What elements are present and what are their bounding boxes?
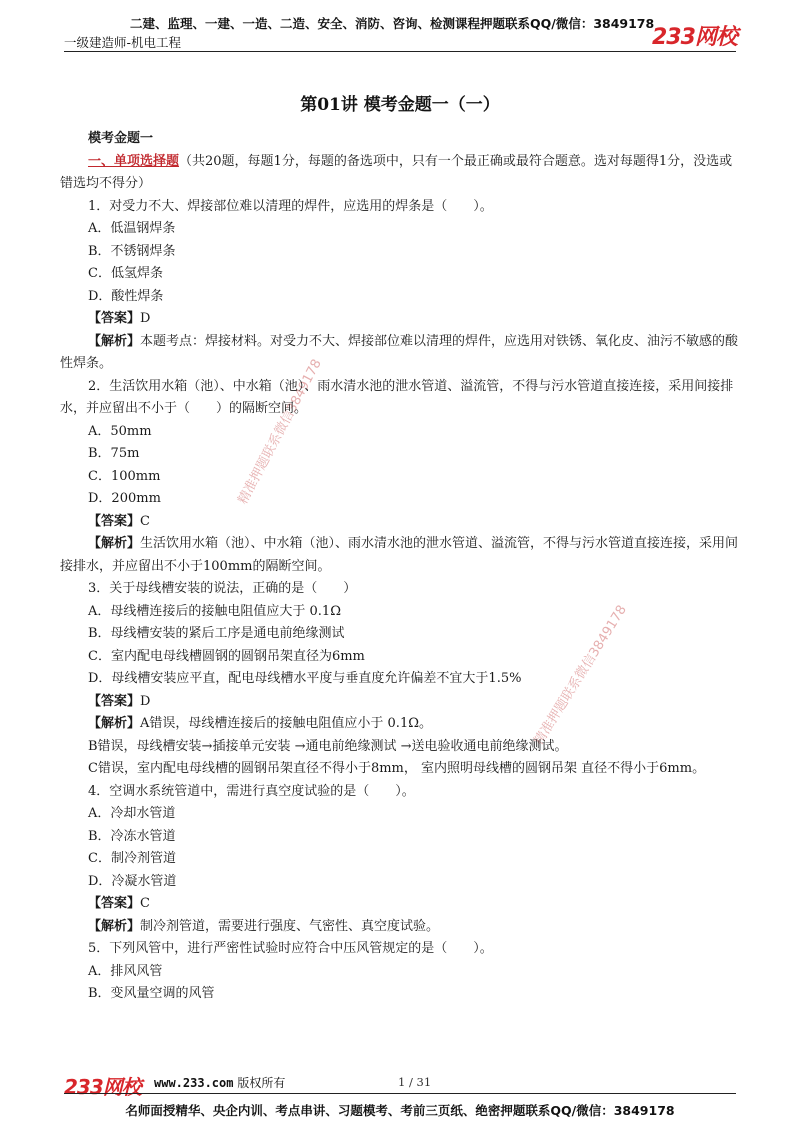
question-option: C．制冷剂管道 bbox=[88, 851, 176, 866]
question-option: A．低温钢焊条 bbox=[88, 221, 176, 236]
footer-url[interactable]: www.233.com bbox=[154, 1076, 234, 1090]
brand-logo-bottom: 233网校 bbox=[64, 1075, 141, 1099]
analysis-line bbox=[60, 713, 740, 736]
answer-label: 【答案】 bbox=[88, 311, 141, 326]
section-intro bbox=[60, 151, 740, 196]
question-option: B．变风量空调的风管 bbox=[88, 986, 215, 1001]
section-description: （共20题，每题1分，每题的备选项中，只有一个最正确或最符合题意。选对每题得1分，没选或错选均不得分） bbox=[60, 153, 733, 191]
analysis-text: 本题考点：焊接材料。对受力不大、焊接部位难以清理的焊件，应选用对铁锈、氧化皮、油污不敏感的酸性焊条。 bbox=[60, 333, 739, 371]
question-option: C．室内配电母线槽圆钢的圆钢吊架直径为6mm bbox=[88, 648, 365, 664]
document-body bbox=[60, 128, 740, 1006]
question-option: B．75m bbox=[88, 446, 140, 461]
analysis-text: B错误，母线槽安装→插接单元安装 →通电前绝缘测试 →送电验收通电前绝缘测试。 bbox=[88, 738, 568, 754]
answer-value: C bbox=[140, 896, 150, 911]
answer-line bbox=[60, 691, 740, 714]
question-block bbox=[60, 938, 740, 1006]
analysis-text: 制冷剂管道，需要进行强度、气密性、真空度试验。 bbox=[140, 918, 440, 934]
question-option: C．100mm bbox=[88, 468, 161, 484]
question-option: D．冷凝水管道 bbox=[88, 873, 177, 889]
brand-logo-top: 233网校 bbox=[652, 25, 737, 50]
question-option: B．冷冻水管道 bbox=[88, 828, 176, 844]
question-stem: 4．空调水系统管道中，需进行真空度试验的是（ ）。 bbox=[88, 783, 415, 799]
section-subtitle: 模考金题一 bbox=[88, 131, 154, 146]
analysis-text: C错误，室内配电母线槽的圆钢吊架直径不得小于8mm， 室内照明母线槽的圆钢吊架 直径不得小于6mm。 bbox=[88, 761, 706, 776]
header-subject: 一级建造师-机电工程 bbox=[64, 35, 182, 50]
question-option: D．母线槽安装应平直，配电母线槽水平度与垂直度允许偏差不宜大于1.5% bbox=[88, 671, 522, 686]
question-option: D．酸性焊条 bbox=[88, 288, 164, 304]
analysis-label: 【解析】 bbox=[88, 333, 141, 349]
page-number: 1 / 31 bbox=[398, 1075, 432, 1089]
question-option: A．50mm bbox=[88, 423, 152, 439]
answer-line bbox=[60, 308, 740, 331]
answer-line bbox=[60, 893, 740, 916]
answer-value: D bbox=[140, 693, 151, 709]
analysis-line bbox=[60, 331, 740, 376]
question-option: B．不锈钢焊条 bbox=[88, 243, 176, 259]
page-title: 第01讲 模考金题一（一） bbox=[300, 95, 500, 115]
analysis-text: 生活饮用水箱（池）、中水箱（池）、雨水清水池的泄水管道、溢流管，不得与污水管道直接连接，采用间接排水，并应留出不小于100mm的隔断空间。 bbox=[60, 536, 739, 574]
header-promo-line: 二建、监理、一建、一造、二造、安全、消防、咨询、检测课程押题联系QQ/微信：3849178 bbox=[130, 16, 655, 31]
question-option: A．冷却水管道 bbox=[88, 806, 176, 821]
footer-divider bbox=[64, 1093, 736, 1094]
analysis-label: 【解析】 bbox=[88, 536, 141, 551]
analysis-line bbox=[60, 533, 740, 578]
answer-label: 【答案】 bbox=[88, 513, 141, 529]
answer-value: C bbox=[140, 513, 150, 529]
answer-label: 【答案】 bbox=[88, 896, 141, 911]
analysis-text: A错误，母线槽连接后的接触电阻值应小于 0.1Ω。 bbox=[140, 716, 432, 731]
section-heading: 一、单项选择题 bbox=[88, 153, 180, 169]
analysis-label: 【解析】 bbox=[88, 918, 141, 934]
analysis-label: 【解析】 bbox=[88, 716, 141, 731]
footer-rights: 版权所有 bbox=[237, 1076, 286, 1090]
footer-copyright bbox=[154, 1074, 285, 1091]
analysis-line bbox=[60, 916, 740, 939]
question-stem: 5．下列风管中，进行严密性试验时应符合中压风管规定的是（ ）。 bbox=[88, 941, 493, 956]
question-option: A．母线槽连接后的接触电阻值应大于 0.1Ω bbox=[88, 603, 341, 619]
footer-promo: 名师面授精华、央企内训、考点串讲、习题模考、考前三页纸、绝密押题联系QQ/微信：3849178 bbox=[125, 1103, 675, 1118]
watermark: 精准押题联系微信3849178 bbox=[235, 356, 325, 507]
question-option: B．母线槽安装的紧后工序是通电前绝缘测试 bbox=[88, 626, 345, 641]
question-option: D．200mm bbox=[88, 491, 161, 506]
question-option: C．低氢焊条 bbox=[88, 266, 163, 281]
question-block bbox=[60, 578, 740, 781]
header-divider bbox=[64, 51, 736, 52]
answer-line bbox=[60, 511, 740, 534]
answer-value: D bbox=[140, 311, 151, 326]
question-option: A．排风风管 bbox=[88, 963, 163, 979]
question-block bbox=[60, 196, 740, 376]
question-block bbox=[60, 781, 740, 939]
watermark: 精准押题联系微信3849178 bbox=[531, 602, 630, 749]
question-stem: 1．对受力不大、焊接部位难以清理的焊件，应选用的焊条是（ ）。 bbox=[88, 198, 493, 214]
question-stem: 2．生活饮用水箱（池）、中水箱（池）、雨水清水池的泄水管道、溢流管，不得与污水管道直接连接，采用间接排水，并应留出不小于（ ）的隔断空间。 bbox=[60, 378, 734, 416]
question-stem: 3．关于母线槽安装的说法，正确的是（ ） bbox=[88, 581, 357, 596]
answer-label: 【答案】 bbox=[88, 693, 141, 709]
question-block bbox=[60, 376, 740, 579]
